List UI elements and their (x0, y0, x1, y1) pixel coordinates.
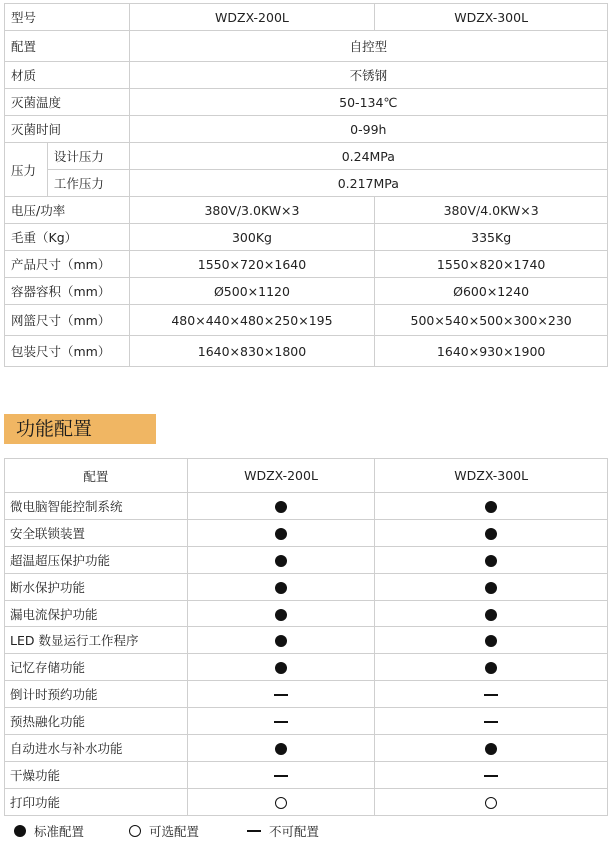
feature-availability-b (375, 627, 608, 654)
feature-availability-b (375, 708, 608, 735)
legend (14, 822, 319, 840)
filled-circle-icon (485, 501, 497, 513)
filled-circle-icon (485, 635, 497, 647)
feature-availability-b (375, 600, 608, 627)
feature-availability-b (375, 519, 608, 546)
feature-table (4, 458, 608, 816)
filled-circle-icon (485, 662, 497, 674)
spec-volume-b: Ø600×1240 (375, 278, 608, 305)
feature-header-model-b: WDZX-300L (375, 459, 608, 493)
feature-header-model-a: WDZX-200L (187, 459, 375, 493)
feature-availability-a (187, 788, 375, 815)
feature-name: 自动进水与补水功能 (5, 735, 188, 762)
hollow-circle-icon (275, 797, 287, 809)
feature-availability-b (375, 735, 608, 762)
feature-availability-b (375, 546, 608, 573)
feature-name: 微电脑智能控制系统 (5, 493, 188, 520)
feature-name: 安全联锁装置 (5, 519, 188, 546)
feature-availability-a (187, 761, 375, 788)
spec-label-work-pressure: 工作压力 (47, 170, 129, 197)
feature-name: 超温超压保护功能 (5, 546, 188, 573)
section-title: 功能配置 (4, 414, 156, 444)
feature-availability-a (187, 493, 375, 520)
feature-name: 记忆存储功能 (5, 654, 188, 681)
feature-availability-a (187, 573, 375, 600)
spec-value-design-pressure: 0.24MPa (129, 143, 607, 170)
feature-header-label: 配置 (5, 459, 188, 493)
feature-availability-a (187, 681, 375, 708)
spec-table (4, 3, 608, 367)
spec-value-temp: 50-134℃ (129, 89, 607, 116)
dash-icon (247, 830, 261, 832)
feature-name: 断水保护功能 (5, 573, 188, 600)
feature-row (5, 573, 608, 600)
feature-availability-a (187, 519, 375, 546)
spec-package-b: 1640×930×1900 (375, 336, 608, 367)
legend-standard-label: 标准配置 (34, 824, 85, 839)
spec-label-weight: 毛重（Kg） (5, 224, 130, 251)
feature-availability-b (375, 761, 608, 788)
spec-power-a: 380V/3.0KW×3 (129, 197, 375, 224)
spec-label-power: 电压/功率 (5, 197, 130, 224)
filled-circle-icon (275, 635, 287, 647)
spec-label-temp: 灭菌温度 (5, 89, 130, 116)
feature-name: 倒计时预约功能 (5, 681, 188, 708)
dash-icon (484, 694, 498, 696)
feature-row (5, 761, 608, 788)
feature-row (5, 627, 608, 654)
feature-availability-b (375, 654, 608, 681)
spec-label-design-pressure: 设计压力 (47, 143, 129, 170)
spec-label-basket: 网篮尺寸（mm） (5, 305, 130, 336)
feature-availability-a (187, 546, 375, 573)
dash-icon (274, 721, 288, 723)
feature-name: 预热融化功能 (5, 708, 188, 735)
feature-availability-b (375, 681, 608, 708)
filled-circle-icon (275, 555, 287, 567)
spec-value-work-pressure: 0.217MPa (129, 170, 607, 197)
feature-availability-b (375, 788, 608, 815)
spec-package-a: 1640×830×1800 (129, 336, 375, 367)
filled-circle-icon (275, 582, 287, 594)
feature-row (5, 493, 608, 520)
dash-icon (274, 775, 288, 777)
spec-label-volume: 容器容积（mm） (5, 278, 130, 305)
spec-label-package: 包装尺寸（mm） (5, 336, 130, 367)
feature-row (5, 681, 608, 708)
feature-availability-a (187, 708, 375, 735)
legend-optional (129, 822, 247, 840)
feature-row (5, 600, 608, 627)
feature-row (5, 735, 608, 762)
legend-none-label: 不可配置 (269, 824, 320, 839)
spec-label-time: 灭菌时间 (5, 116, 130, 143)
spec-model-a: WDZX-200L (129, 4, 375, 31)
filled-circle-icon (275, 743, 287, 755)
spec-size-b: 1550×820×1740 (375, 251, 608, 278)
spec-power-b: 380V/4.0KW×3 (375, 197, 608, 224)
spec-size-a: 1550×720×1640 (129, 251, 375, 278)
feature-availability-b (375, 493, 608, 520)
filled-circle-icon (485, 743, 497, 755)
spec-value-time: 0-99h (129, 116, 607, 143)
spec-model-b: WDZX-300L (375, 4, 608, 31)
filled-circle-icon (275, 609, 287, 621)
feature-row (5, 654, 608, 681)
legend-optional-label: 可选配置 (149, 824, 200, 839)
spec-value-material: 不锈钢 (129, 62, 607, 89)
hollow-circle-icon (129, 825, 141, 837)
filled-circle-icon (485, 609, 497, 621)
feature-name: 打印功能 (5, 788, 188, 815)
filled-circle-icon (275, 501, 287, 513)
spec-weight-b: 335Kg (375, 224, 608, 251)
filled-circle-icon (275, 528, 287, 540)
feature-availability-a (187, 627, 375, 654)
hollow-circle-icon (485, 797, 497, 809)
spec-weight-a: 300Kg (129, 224, 375, 251)
spec-label-size: 产品尺寸（mm） (5, 251, 130, 278)
spec-label-material: 材质 (5, 62, 130, 89)
spec-volume-a: Ø500×1120 (129, 278, 375, 305)
filled-circle-icon (485, 582, 497, 594)
dash-icon (274, 694, 288, 696)
feature-availability-a (187, 600, 375, 627)
filled-circle-icon (14, 825, 26, 837)
feature-row (5, 708, 608, 735)
dash-icon (484, 775, 498, 777)
feature-availability-b (375, 573, 608, 600)
legend-none (247, 822, 319, 840)
spec-label-model: 型号 (5, 4, 130, 31)
spec-value-config: 自控型 (129, 31, 607, 62)
spec-label-config: 配置 (5, 31, 130, 62)
dash-icon (484, 721, 498, 723)
spec-basket-a: 480×440×480×250×195 (129, 305, 375, 336)
feature-name: 干燥功能 (5, 761, 188, 788)
feature-availability-a (187, 654, 375, 681)
feature-name: LED 数显运行工作程序 (5, 627, 188, 654)
feature-row (5, 519, 608, 546)
feature-availability-a (187, 735, 375, 762)
feature-row (5, 788, 608, 815)
filled-circle-icon (275, 662, 287, 674)
feature-row (5, 546, 608, 573)
filled-circle-icon (485, 555, 497, 567)
filled-circle-icon (485, 528, 497, 540)
spec-label-pressure: 压力 (5, 143, 48, 197)
feature-name: 漏电流保护功能 (5, 600, 188, 627)
spec-basket-b: 500×540×500×300×230 (375, 305, 608, 336)
legend-standard (14, 822, 129, 840)
